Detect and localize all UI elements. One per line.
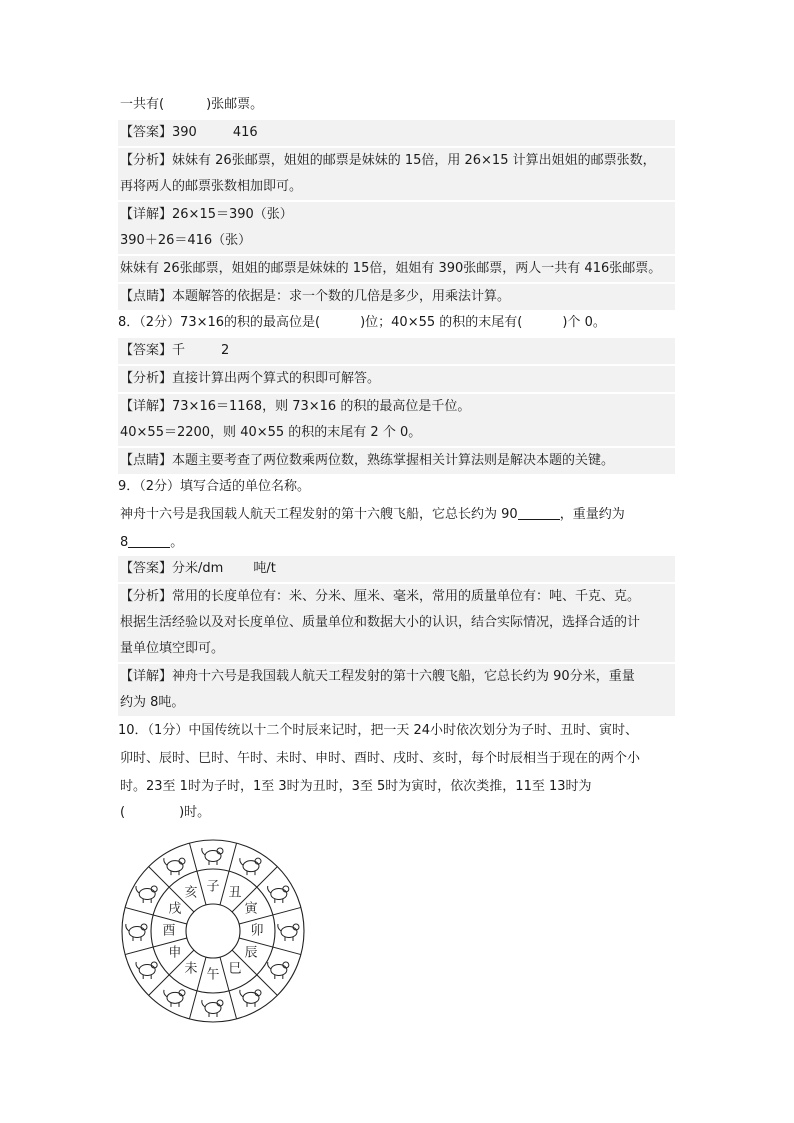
branch-label: 丑 xyxy=(228,885,242,901)
q9-question-line-2: 8 。 xyxy=(120,535,184,550)
q8-detail-line-2: 40×55＝2200，则 40×55 的积的末尾有 2 个 0。 xyxy=(118,420,675,446)
q9-analysis-line-3: 量单位填空即可。 xyxy=(118,636,675,662)
q9-analysis-line-1: 【分析】常用的长度单位有：米、分米、厘米、毫米，常用的质量单位有：吨、千克、克。 xyxy=(118,584,675,610)
q9-stem: 9．（2分）填写合适的单位名称。 xyxy=(118,479,311,494)
q8-detail-line-1: 【详解】73×16＝1168，则 73×16 的积的最高位是千位。 xyxy=(118,394,675,420)
q7-detail-line-2: 390＋26＝416（张） xyxy=(118,228,675,254)
branch-label: 子 xyxy=(206,879,220,895)
q7-analysis-line-2: 再将两人的邮票张数相加即可。 xyxy=(118,174,675,200)
q9-question-line-1: 神舟十六号是我国载人航天工程发射的第十六艘飞船，它总长约为 90 ，重量约为 xyxy=(120,507,625,522)
branch-label: 卯 xyxy=(250,923,264,939)
branch-label: 戌 xyxy=(168,901,182,917)
q7-stem-tail: 一共有( )张邮票。 xyxy=(120,97,264,112)
zodiac-clock-diagram xyxy=(120,838,306,1024)
q7-analysis-line-1: 【分析】妹妹有 26张邮票，姐姐的邮票是妹妹的 15倍，用 26×15 计算出姐姐的邮票张数， xyxy=(118,148,675,174)
q9-analysis-line-2: 根据生活经验以及对长度单位、质量单位和数据大小的认识，结合实际情况，选择合适的计 xyxy=(118,610,675,636)
branch-label: 巳 xyxy=(228,961,242,977)
branch-label: 未 xyxy=(184,961,198,977)
branch-label: 午 xyxy=(206,967,220,983)
q7-comment: 【点睛】本题解答的依据是：求一个数的几倍是多少，用乘法计算。 xyxy=(118,284,675,310)
q8-stem: 8．（2分）73×16的积的最高位是( )位；40×55 的积的末尾有( )个 0。 xyxy=(118,315,606,330)
branch-label: 辰 xyxy=(244,945,258,961)
q7-detail-line-1: 【详解】26×15＝390（张） xyxy=(118,202,675,228)
q8-answer: 【答案】千 2 xyxy=(118,338,675,364)
q9-detail-line-2: 约为 8吨。 xyxy=(118,690,675,716)
q7-detail-line-3: 妹妹有 26张邮票，姐姐的邮票是妹妹的 15倍，姐姐有 390张邮票，两人一共有 416张邮票。 xyxy=(118,256,675,282)
q8-comment: 【点睛】本题主要考查了两位数乘两位数，熟练掌握相关计算法则是解决本题的关键。 xyxy=(118,448,675,474)
branch-label: 亥 xyxy=(184,885,198,901)
branch-label: 寅 xyxy=(244,901,258,917)
q10-stem-line-1: 10．（1分）中国传统以十二个时辰来记时，把一天 24小时依次划分为子时、丑时、寅时、 xyxy=(118,723,638,738)
q9-answer: 【答案】分米/dm 吨/t xyxy=(118,556,675,582)
q10-stem-line-4: ( )时。 xyxy=(120,805,211,820)
q7-answer: 【答案】390 416 xyxy=(118,120,675,146)
branch-label: 申 xyxy=(168,945,182,961)
q8-analysis: 【分析】直接计算出两个算式的积即可解答。 xyxy=(118,366,675,392)
branch-label: 酉 xyxy=(162,923,176,939)
q10-stem-line-3: 时。23至 1时为子时，1至 3时为丑时，3至 5时为寅时，依次类推，11至 13时为 xyxy=(120,779,592,794)
q9-detail-line-1: 【详解】神舟十六号是我国载人航天工程发射的第十六艘飞船，它总长约为 90分米，重量 xyxy=(118,664,675,690)
q10-stem-line-2: 卯时、辰时、巳时、午时、未时、申时、酉时、戌时、亥时，每个时辰相当于现在的两个小 xyxy=(120,751,641,766)
